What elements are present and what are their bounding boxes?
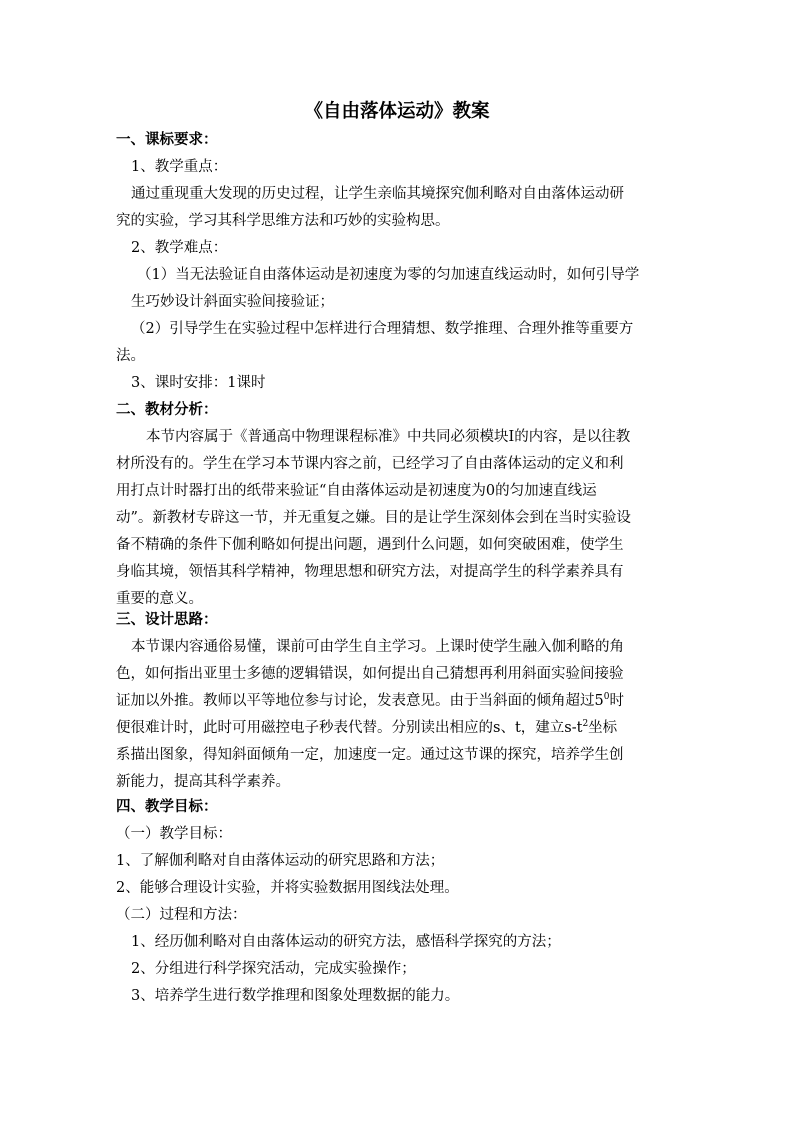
paragraph-line: 备不精确的条件下伽利略如何提出问题，遇到什么问题，如何突破困难，使学生 — [116, 537, 624, 553]
section-heading: 一、课标要求： — [116, 131, 218, 148]
superscript: 0 — [603, 692, 610, 703]
paragraph-line: 3、课时安排：1课时 — [131, 375, 266, 391]
superscript: 2 — [582, 719, 589, 730]
subheading: 2、教学难点： — [131, 240, 228, 256]
paragraph-line: 身临其境，领悟其科学精神，物理思想和研究方法，对提高学生的科学素养具有 — [116, 564, 624, 580]
paragraph-line: 色，如何指出亚里士多德的逻辑错误，如何提出自己猜想再利用斜面实验间接验 — [116, 666, 624, 682]
paragraph-line — [116, 692, 624, 710]
list-item: 2、能够合理设计实验，并将实验数据用图线法处理。 — [116, 880, 459, 896]
text-segment: 便很难计时，此时可用磁控电子秒表代替。分别读出相应的s、t，建立s-t — [116, 720, 583, 736]
paragraph-line: 材所没有的。学生在学习本节课内容之前，已经学习了自由落体运动的定义和利 — [116, 456, 624, 472]
paragraph-line: 法。 — [116, 348, 145, 364]
paragraph-line: 新能力，提高其科学素养。 — [116, 774, 290, 790]
text-segment: 时 — [609, 693, 624, 709]
paragraph-line: 本节课内容通俗易懂，课前可由学生自主学习。上课时使学生融入伽利略的角 — [131, 639, 624, 655]
paragraph-line: 用打点计时器打出的纸带来验证“自由落体运动是初速度为0的匀加速直线运 — [116, 483, 597, 499]
subheading: （二）过程和方法： — [116, 907, 247, 923]
paragraph-line: 本节内容属于《普通高中物理课程标准》中共同必须模块Ⅰ的内容，是以往教 — [146, 429, 631, 445]
document-title: 《自由落体运动》教案 — [304, 101, 490, 122]
paragraph-line — [116, 719, 617, 737]
paragraph-line: （2）引导学生在实验过程中怎样进行合理猜想、数学推理、合理外推等重要方 — [131, 321, 634, 337]
list-item: 3、培养学生进行数学推理和图象处理数据的能力。 — [131, 988, 460, 1004]
paragraph-line: 系描出图象，得知斜面倾角一定，加速度一定。通过这节课的探究，培养学生创 — [116, 747, 624, 763]
paragraph-line: 动”。新教材专辟这一节，并无重复之嫌。目的是让学生深刻体会到在当时实验设 — [116, 510, 631, 526]
list-item: 1、了解伽利略对自由落体运动的研究思路和方法； — [116, 853, 445, 869]
paragraph-line: （1）当无法验证自由落体运动是初速度为零的匀加速直线运动时，如何引导学 — [137, 267, 640, 283]
paragraph-line: 究的实验，学习其科学思维方法和巧妙的实验构思。 — [116, 213, 450, 229]
section-heading: 四、教学目标： — [116, 798, 218, 815]
section-heading: 二、教材分析： — [116, 401, 218, 418]
paragraph-line: 通过重现重大发现的历史过程，让学生亲临其境探究伽利略对自由落体运动研 — [131, 186, 624, 202]
paragraph-line: 生巧妙设计斜面实验间接验证； — [131, 294, 334, 310]
list-item: 1、经历伽利略对自由落体运动的研究方法，感悟科学探究的方法； — [131, 934, 561, 950]
text-segment: 证加以外推。教师以平等地位参与讨论，发表意见。由于当斜面的倾角超过5 — [116, 693, 604, 709]
section-heading: 三、设计思路： — [116, 611, 218, 628]
text-segment: 坐标 — [588, 720, 618, 736]
subheading: （一）教学目标： — [116, 826, 232, 842]
list-item: 2、分组进行科学探究活动，完成实验操作； — [131, 961, 416, 977]
paragraph-line: 重要的意义。 — [116, 591, 203, 607]
subheading: 1、教学重点： — [131, 159, 228, 175]
